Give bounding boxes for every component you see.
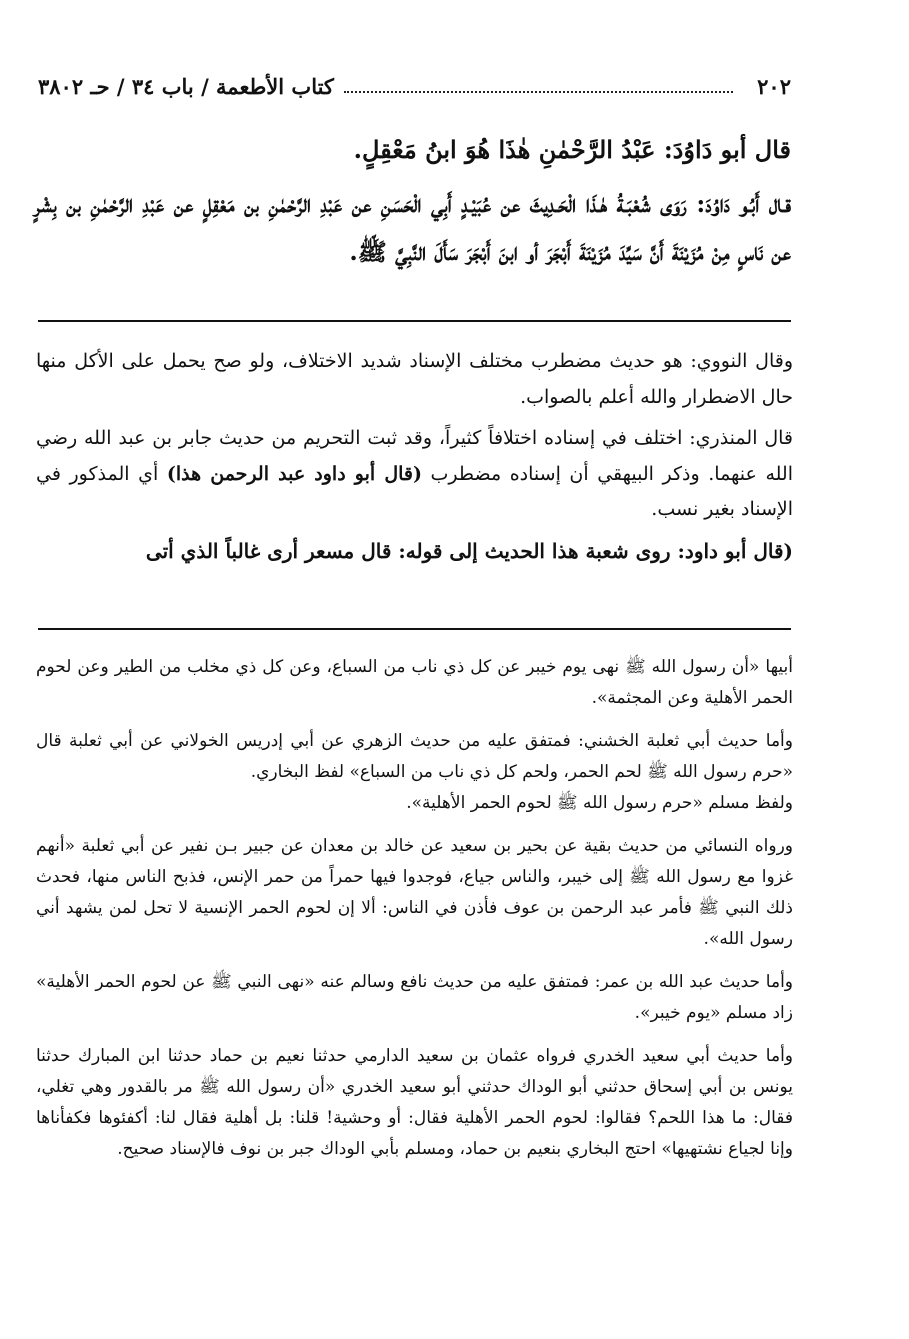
matn-paragraph: قـال أَبُـو دَاوُدَ: رَوَى شُعْبَـةُ هٰـذَا الْحَـدِيثَ عن عُبَيْـدٍ أَبِي الْحَسَنِ عن عَبْدِ الرَّحْمٰنِ بن مَعْقِلٍ عن عَبْدِ الرَّحْمٰنِ بن بِشْرٍ عن نَاسٍ مِنْ مُزَيْنَةَ أَنَّ سَيِّدَ مُزَيْنَةَ أَبْجَرَ أو ابنَ أَبْجَرَ سَأَلَ النَّبِيَّ ﷺ.	[34, 189, 791, 266]
matn-paragraph: قال أبو دَاوُدَ: عَبْدُ الرَّحْمٰنِ هٰذَا هُوَ ابنُ مَعْقِلٍ.	[353, 135, 791, 164]
footnote-paragraph: ورواه النسائي من حديث بقية عن بحير بن سعيد عن خالد بن معدان عن جبير بـن نفير عن أبي ثعلبة «أنهم غزوا مع رسول الله ﷺ إلى خيبر، والناس جياع، فوجدوا فيها حمراً من حمر الإنس، فذبح الناس منها، فحدث ذلك النبي ﷺ فأمر عبد الرحمن بن عوف فأذن في الناس: ألا إن لحوم الحمر الإنسية لا تحل لمن يشهد أني رسول الله».	[36, 836, 794, 949]
footnotes-section	[36, 652, 793, 1165]
hadith-text	[34, 126, 791, 276]
divider-line	[38, 628, 791, 630]
divider-line	[38, 320, 791, 322]
commentary-text: قال المنذري: اختلف في إسناده اختلافاً كثيراً، وقد ثبت التحريم من حديث جابر بن عبد الله رضي الله عنهما. وذكر البيهقي أن إسناده مضطرب	[36, 427, 793, 485]
header-dotted-leader	[344, 91, 733, 93]
footnote-paragraph: أبيها «أن رسول الله ﷺ نهى يوم خيبر عن كل ذي ناب من السباع، وعن كل ذي مخلب من الطير وعن لحوم الحمر الأهلية وعن المجثمة».	[36, 657, 793, 708]
commentary-text: أي المذكور في الإسناد بغير نسب.	[36, 462, 793, 520]
footnote-paragraph: وأما حديث أبي سعيد الخدري فرواه عثمان بن سعيد الدارمي حدثنا نعيم بن حماد حدثنا ابن المبارك حدثنا يونس بن أبي إسحاق حدثني أبو الوداك حدثني أبو سعيد الخدري «أن رسول الله ﷺ مر بالقدور وهي تغلي، فقال: ما هذا اللحم؟ فقالوا: لحوم الحمر الأهلية فقال: أو وحشية! قلنا: بل أهلية فقال لنا: أكفئوها فكفأناها وإنا لجياع نشتهيها» احتج البخاري بنعيم بن حماد، ومسلم بأبي الوداك جبر بن نوف فالإسناد صحيح.	[36, 1046, 794, 1159]
commentary-paragraph	[36, 421, 793, 528]
footnote-paragraph: وأما حديث أبي ثعلبة الخشني: فمتفق عليه من حديث الزهري عن أبي إدريس الخولاني عن أبي ثعلبة قال «حرم رسول الله ﷺ لحم الحمر، ولحم كل ذي ناب من السباع» لفظ البخاري.	[36, 731, 793, 782]
quoted-lemma: (قال أبو داود عبد الرحمن هذا)	[166, 462, 422, 485]
footnote-paragraph: ولفظ مسلم «حرم رسول الله ﷺ لحوم الحمر الأهلية».	[406, 793, 793, 813]
footnote-paragraph: وأما حديث عبد الله بن عمر: فمتفق عليه من حديث نافع وسالم عنه «نهى النبي ﷺ عن لحوم الحمر الأهلية» زاد مسلم «يوم خيبر».	[36, 972, 793, 1023]
commentary-section	[36, 344, 793, 569]
running-title: كتاب الأطعمة / باب ٣٤ / حـ ٣٨٠٢	[38, 73, 334, 99]
quoted-lemma: (قال أبو داود: روى شعبة هذا الحديث إلى قوله: قال مسعر أرى غالباً الذي أتى	[145, 538, 793, 563]
page-header	[38, 72, 791, 100]
page-number: ٢٠٢	[757, 73, 791, 99]
commentary-paragraph: وقال النووي: هو حديث مضطرب مختلف الإسناد شديد الاختلاف، ولو صح يحمل على الأكل منها حال الاضطرار والله أعلم بالصواب.	[36, 350, 793, 408]
